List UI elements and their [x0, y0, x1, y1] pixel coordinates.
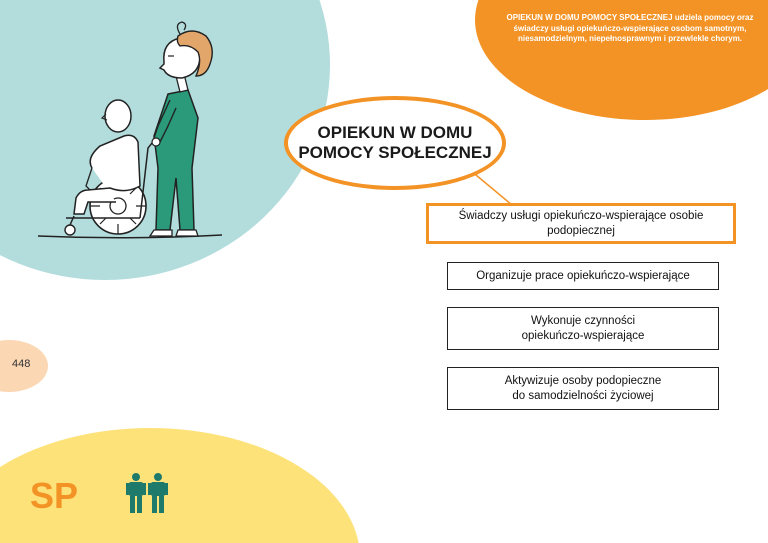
- task-box-organize: Organizuje prace opiekuńczo-wspierające: [447, 262, 719, 290]
- intro-text: OPIEKUN W DOMU POMOCY SPOŁECZNEJ udziela pomocy oraz świadczy usługi opiekuńczo-wspierające osobom samotnym, niesamodzielnym, niepełnosprawnym i przewlekle chorym.: [506, 13, 754, 43]
- task-box-activate: Aktywizuje osoby podopieczne do samodzielności życiowej: [447, 367, 719, 410]
- page-title: OPIEKUN W DOMU POMOCY SPOŁECZNEJ: [298, 123, 492, 162]
- task-box-perform: Wykonuje czynności opiekuńczo-wspierające: [447, 307, 719, 350]
- sp-logo-text: SP: [30, 476, 79, 512]
- page-number: 448: [12, 358, 31, 370]
- people-icon: [125, 472, 169, 514]
- sp-logo: [30, 476, 86, 512]
- caregiver-with-wheelchair-illustration: [30, 18, 240, 248]
- main-task-box: Świadczy usługi opiekuńczo-wspierające osobie podopiecznej: [426, 203, 736, 244]
- title-ellipse: [284, 96, 506, 190]
